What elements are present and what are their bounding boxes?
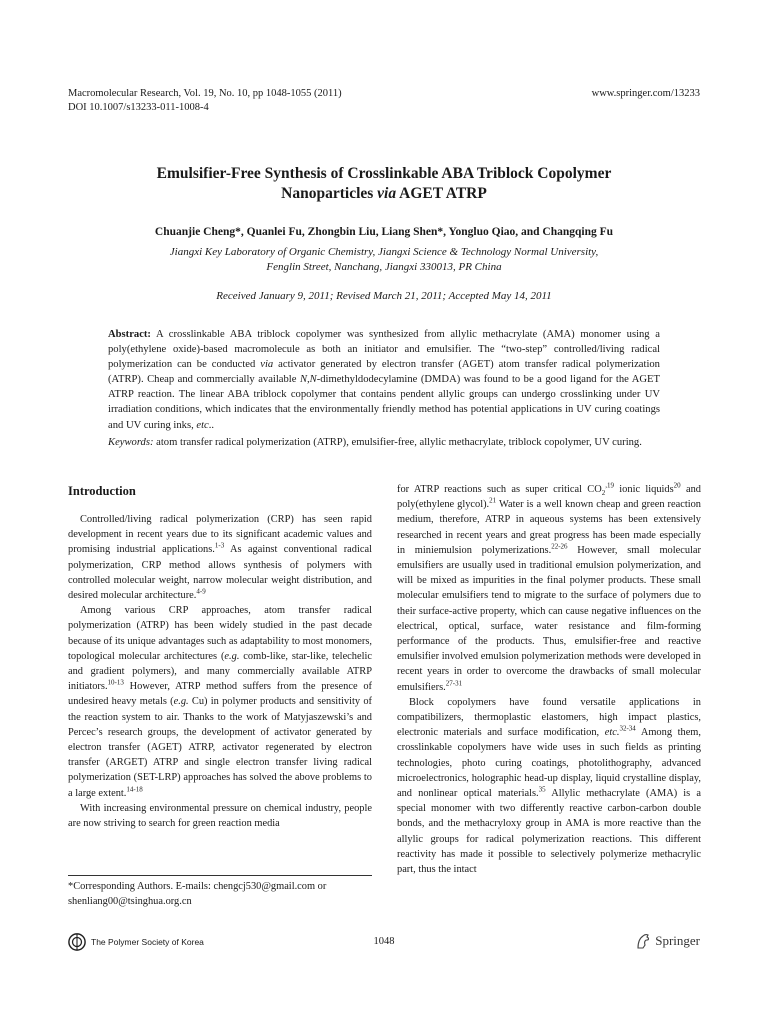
- abstract-italic: N,N: [299, 374, 317, 386]
- text: Among various CRP approaches, atom transfer radical polymerization (ATRP) has been widely studied in the past decade because of its unique advantages such as adaptability to most monomers, topological molecular architectures (: [68, 605, 372, 662]
- keywords: [108, 435, 660, 450]
- society-name: The Polymer Society of Korea: [91, 937, 204, 947]
- text: and poly(ethylene glycol).: [397, 484, 701, 511]
- citation-ref: 35: [538, 785, 546, 794]
- paragraph: [397, 695, 701, 877]
- text: However, ATRP method suffers from the presence of undesired heavy metals (: [68, 681, 372, 708]
- citation-ref: 21: [489, 496, 497, 505]
- page-number: 1048: [373, 936, 395, 947]
- footnote-line-2: shenliang00@tsinghua.org.cn: [68, 896, 192, 907]
- affiliation-line-1: Jiangxi Key Laboratory of Organic Chemistry, Jiangxi Science & Technology Normal University,: [169, 246, 599, 258]
- corresponding-authors-footnote: [68, 879, 378, 909]
- text: Allylic methacrylate (AMA) is a special monomer with two differently reactive carbon-carbon double bonds, and the methacryloxy group in AMA is more reactive than the allylic groups for radical polymerization reactions. This different reactivity has made it possible to selectively polymerize methacrylic part, thus the intact: [397, 788, 701, 876]
- text: ionic liquids: [613, 484, 674, 495]
- text: As against conventional radical polymerization, CRP method allows synthesis of polymers with controlled molecular weight, narrow molecular weight distribution, and desired molecular architecture.: [68, 544, 372, 602]
- footnote-line-1: *Corresponding Authors. E-mails: chengcj530@gmail.com or: [68, 881, 327, 892]
- article-title: [0, 164, 768, 204]
- abstract-text: -dimethyldodecylamine (DMDA) was found to be a good ligand for the AGET ATRP reaction. The linear ABA triblock copolymer that contains pendent allylic groups can undergo crosslinking under UV irradiation conditions, which indicates that the environmentally friendly method has potential applications in UV curing coatings and UV curing inks,: [108, 374, 660, 431]
- citation-ref: 1-3: [214, 541, 225, 550]
- abstract-italic: etc: [196, 419, 209, 431]
- section-heading-introduction: Introduction: [68, 484, 136, 498]
- paragraph: [68, 603, 372, 801]
- citation-ref: 4-9: [196, 587, 206, 596]
- citation-ref: 20: [673, 481, 681, 490]
- author-list: Chuanjie Cheng*, Quanlei Fu, Zhongbin Liu, Liang Shen*, Yongluo Qiao, and Changqing Fu: [154, 226, 614, 238]
- abstract-text: ..: [208, 419, 215, 431]
- citation-ref: 22-26: [551, 542, 568, 551]
- citation-ref: 27-31: [445, 679, 463, 688]
- journal-line: Macromolecular Research, Vol. 19, No. 10, pp 1048-1055 (2011): [68, 88, 342, 99]
- title-line-1: Emulsifier-Free Synthesis of Crosslinkable ABA Triblock Copolymer: [156, 165, 612, 182]
- citation-ref: 10-13: [107, 678, 124, 687]
- text: Cu) in polymer products and sensitivity of the reaction system to air. Thanks to the work of Matyjaszewski’s and Percec’s research groups, the development of activator generated by electron transfer (AGET) ATRP, activator regenerated by electron transfer (ARGET) ATRP and single electron transfer living radical polymerization (SET-LRP) approaches has solved the above problems to a large extent.: [68, 696, 372, 799]
- citation-ref: 32-34: [619, 724, 636, 733]
- keywords-label: Keywords:: [108, 437, 154, 448]
- citation-ref: ,19: [605, 481, 614, 490]
- abstract-label: Abstract:: [108, 329, 151, 340]
- journal-url[interactable]: www.springer.com/13233: [591, 88, 700, 99]
- abstract-text: activator generated by electron transfer (AGET) atom transfer radical polymerization (ATRP). Cheap and commercially available: [108, 359, 660, 386]
- text: Controlled/living radical polymerization (CRP) has seen rapid development in recent years due to its significant academic values and promising industrial applications.: [68, 514, 372, 556]
- text: However, small molecular emulsifiers are usually used in traditional emulsion polymerization, and will be mixed as impurities in the final polymer products. These small molecular emulsifiers tend to migrate to the surface of polymers due to their surface-active property, which can cause negative influences on the electrical, optical, surface, water resistance and film-forming performance of the products. Thus, emulsifier-free and reactive emulsifier involved emulsion polymerization methods were developed in recent years in order to overcome the drawbacks of small molecular emulsifiers.: [397, 544, 701, 693]
- journal-citation: [68, 87, 342, 115]
- text: Water is a well known cheap and green reaction medium, therefore, ATRP in aqueous systems has been extensively researched in recent years and great progress has been made especially in miniemulsion polymerizations.: [397, 499, 702, 556]
- title-line-2: [0, 184, 768, 204]
- title-text: Nanoparticles: [281, 185, 378, 202]
- abstract-italic: via: [260, 359, 274, 371]
- publisher-name: Springer: [655, 933, 700, 948]
- italic-text: etc.: [604, 727, 620, 739]
- italic-text: e.g.: [173, 696, 189, 708]
- text: Among them, crosslinkable copolymers have wide uses in such fields as printing technologies, photo curing coatings, photolithography, advanced microelectronics, holographic head-up display, liquid crystalline display, and nonlinear optical materials.: [397, 727, 701, 800]
- body-column-left: [68, 512, 372, 831]
- publisher-logo: [635, 932, 700, 950]
- abstract-text: A crosslinkable ABA triblock copolymer was synthesized from allylic methacrylate (AMA) monomer using a poly(ethylene oxide)-based macromolecule as both an initiator and emulsifier. The “two-step” controlled/living radical polymerization can be conducted: [108, 329, 660, 371]
- footnote-divider: [68, 875, 372, 876]
- text: comb-like, star-like, telechelic and gradient polymers), and many commercially available ATRP initiators.: [68, 650, 372, 693]
- springer-horse-icon: [635, 932, 651, 950]
- citation-ref: 14-18: [126, 785, 143, 794]
- abstract: [108, 327, 660, 433]
- affiliation: [0, 245, 768, 275]
- body-column-right: [397, 482, 701, 877]
- title-text: AGET ATRP: [396, 185, 487, 202]
- subscript: 2: [601, 489, 606, 498]
- paragraph: [68, 512, 372, 603]
- paragraph: [397, 482, 701, 695]
- title-italic-via: via: [377, 185, 397, 202]
- text: for ATRP reactions such as super critical CO: [397, 484, 602, 495]
- article-dates: Received January 9, 2011; Revised March 21, 2011; Accepted May 14, 2011: [216, 290, 552, 302]
- keywords-text: atom transfer radical polymerization (ATRP), emulsifier-free, allylic methacrylate, triblock copolymer, UV curing.: [153, 437, 642, 448]
- paragraph: With increasing environmental pressure on chemical industry, people are now striving to search for green reaction media: [68, 802, 372, 830]
- italic-text: e.g.: [224, 650, 240, 662]
- affiliation-line-2: Fenglin Street, Nanchang, Jiangxi 330013, PR China: [266, 261, 502, 273]
- text: Block copolymers have found versatile applications in compatibilizers, thermoplastic elastomers, high impact plastics, electronic materials and surface modification,: [397, 696, 701, 739]
- doi-line: DOI 10.1007/s13233-011-1008-4: [68, 102, 209, 113]
